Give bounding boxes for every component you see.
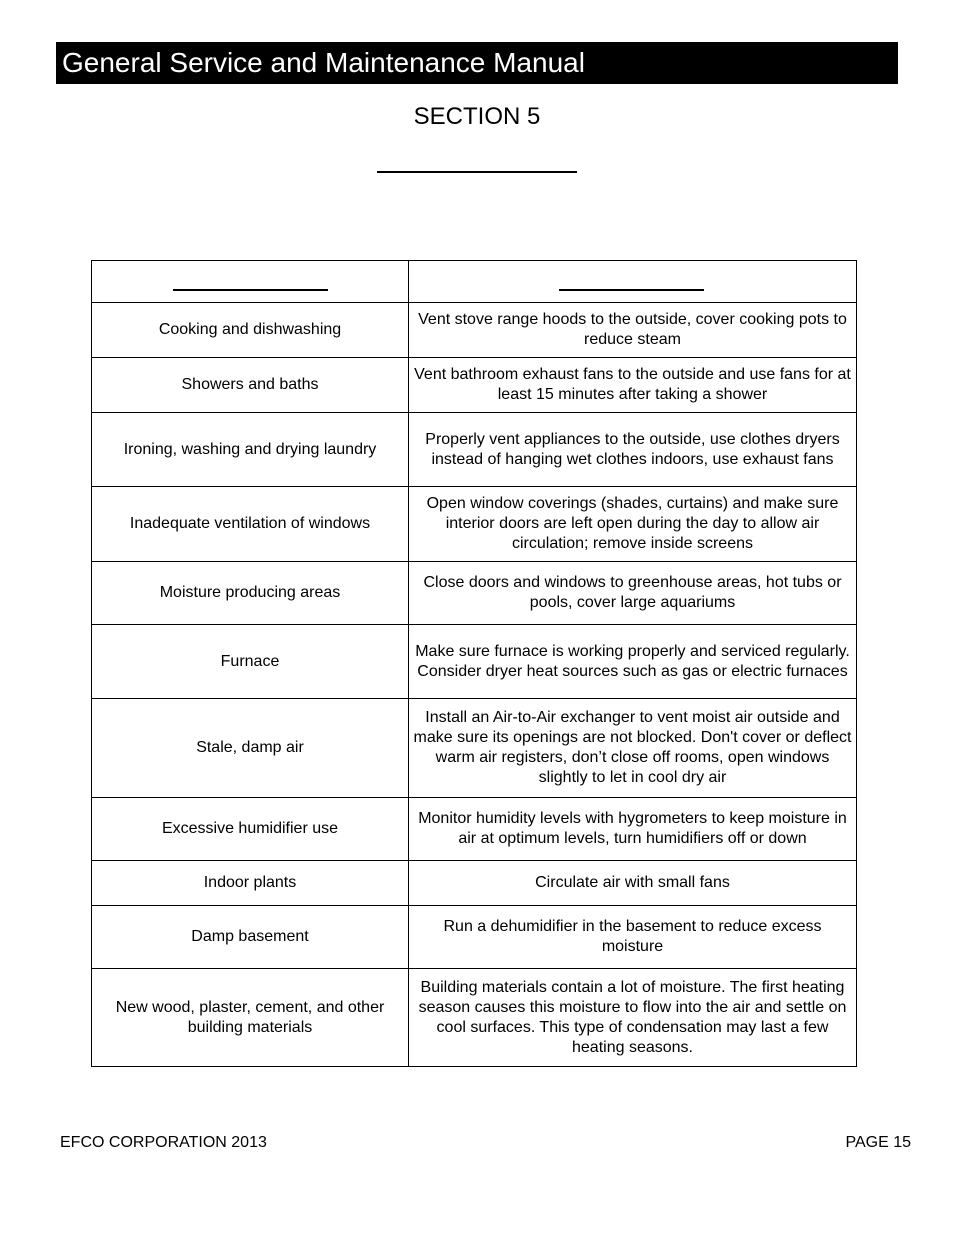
remedy-cell: Install an Air-to-Air exchanger to vent moist air outside and make sure its openings are not blocked. Don't cover or deflect warm air registers, don’t close off rooms, open windows slightly to let in cool dry air bbox=[409, 699, 857, 798]
manual-title-bar bbox=[56, 42, 898, 84]
table-row bbox=[92, 625, 857, 699]
table-row bbox=[92, 303, 857, 358]
table-row bbox=[92, 861, 857, 906]
remedy-cell: Open window coverings (shades, curtains) and make sure interior doors are left open during the day to allow air circulation; remove inside screens bbox=[409, 487, 857, 562]
cause-cell: New wood, plaster, cement, and other building materials bbox=[92, 969, 409, 1067]
table-row bbox=[92, 798, 857, 861]
header-cell-remedy bbox=[409, 261, 857, 303]
cause-cell: Ironing, washing and drying laundry bbox=[92, 413, 409, 487]
cause-cell: Moisture producing areas bbox=[92, 562, 409, 625]
remedy-cell: Run a dehumidifier in the basement to reduce excess moisture bbox=[409, 906, 857, 969]
remedy-cell: Properly vent appliances to the outside, use clothes dryers instead of hanging wet clothes indoors, use exhaust fans bbox=[409, 413, 857, 487]
table-row bbox=[92, 969, 857, 1067]
remedy-cell: Monitor humidity levels with hygrometers to keep moisture in air at optimum levels, turn humidifiers off or down bbox=[409, 798, 857, 861]
cause-cell: Cooking and dishwashing bbox=[92, 303, 409, 358]
section-heading-underline bbox=[377, 171, 577, 173]
header-underline bbox=[559, 289, 704, 291]
table-row bbox=[92, 413, 857, 487]
footer-page-number: PAGE 15 bbox=[845, 1134, 911, 1151]
cause-cell: Inadequate ventilation of windows bbox=[92, 487, 409, 562]
cause-cell: Damp basement bbox=[92, 906, 409, 969]
cause-cell: Indoor plants bbox=[92, 861, 409, 906]
cause-cell: Furnace bbox=[92, 625, 409, 699]
condensation-table bbox=[91, 260, 857, 1067]
footer-company: EFCO CORPORATION 2013 bbox=[60, 1134, 267, 1151]
table-header-row bbox=[92, 261, 857, 303]
table-row bbox=[92, 699, 857, 798]
remedy-cell: Vent bathroom exhaust fans to the outside and use fans for at least 15 minutes after taking a shower bbox=[409, 358, 857, 413]
header-underline bbox=[173, 289, 328, 291]
table-row bbox=[92, 487, 857, 562]
remedy-cell: Close doors and windows to greenhouse areas, hot tubs or pools, cover large aquariums bbox=[409, 562, 857, 625]
cause-cell: Showers and baths bbox=[92, 358, 409, 413]
header-cell-cause bbox=[92, 261, 409, 303]
remedy-cell: Building materials contain a lot of moisture. The first heating season causes this moisture to flow into the air and settle on cool surfaces. This type of condensation may last a few heating seasons. bbox=[409, 969, 857, 1067]
cause-cell: Stale, damp air bbox=[92, 699, 409, 798]
remedy-cell: Make sure furnace is working properly and serviced regularly. Consider dryer heat sources such as gas or electric furnaces bbox=[409, 625, 857, 699]
table-row bbox=[92, 358, 857, 413]
table-row bbox=[92, 562, 857, 625]
cause-cell: Excessive humidifier use bbox=[92, 798, 409, 861]
remedy-cell: Circulate air with small fans bbox=[409, 861, 857, 906]
manual-title: General Service and Maintenance Manual bbox=[62, 47, 585, 78]
remedy-cell: Vent stove range hoods to the outside, cover cooking pots to reduce steam bbox=[409, 303, 857, 358]
section-title: SECTION 5 bbox=[413, 103, 541, 130]
table-row bbox=[92, 906, 857, 969]
